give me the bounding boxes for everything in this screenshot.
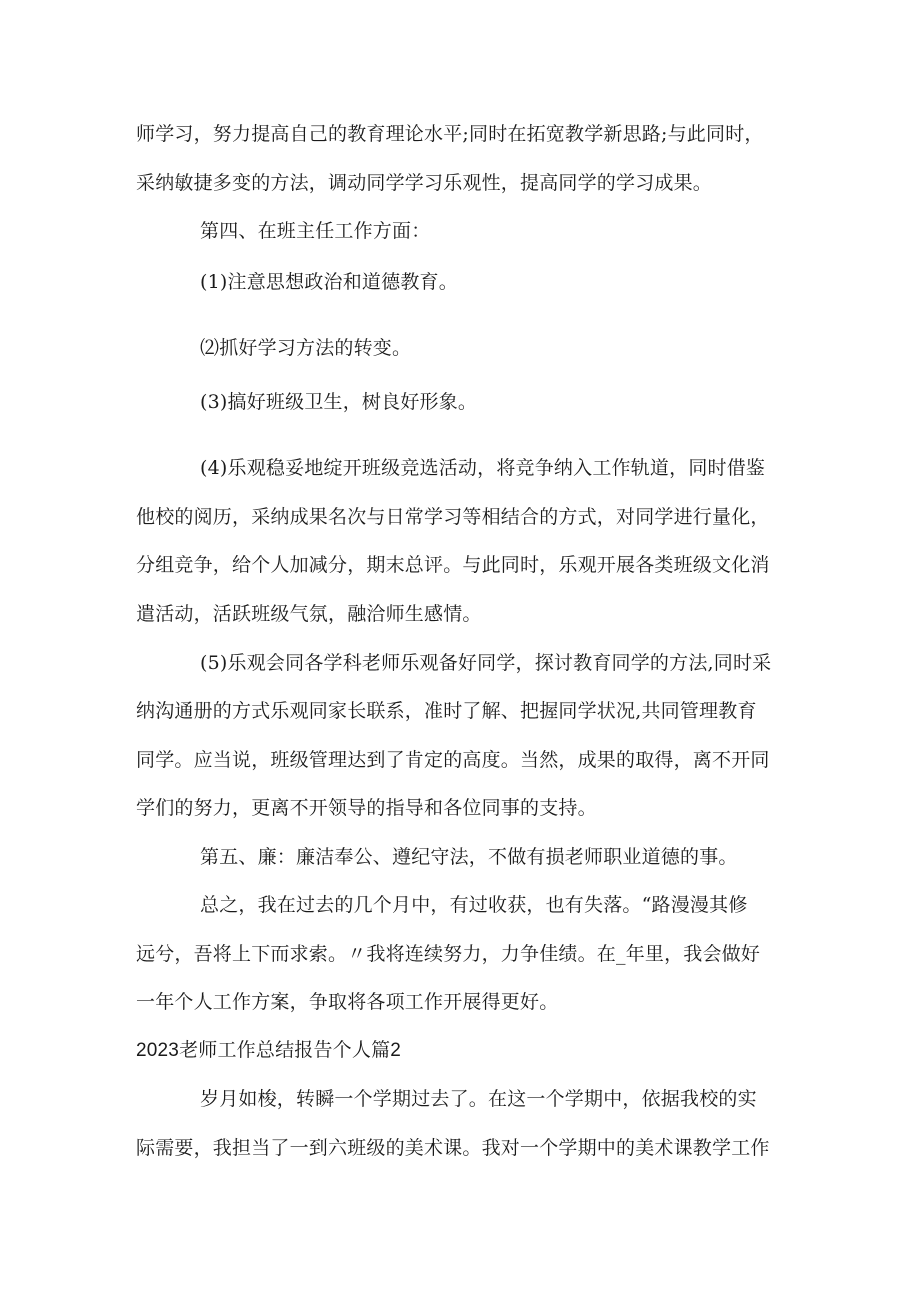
list-item-4: (4)乐观稳妥地绽开班级竞选活动，将竞争纳入工作轨道，同时借鉴 <box>200 457 766 479</box>
list-item-5: (5)乐观会同各学科老师乐观备好同学，探讨教育同学的方法,同时采 <box>200 652 772 674</box>
section-heading-5: 第五、廉：廉洁奉公、遵纪守法，不做有损老师职业道德的事。 <box>200 846 738 868</box>
paragraph-line: 采纳敏捷多变的方法，调动同学学习乐观性，提高同学的学习成果。 <box>136 172 713 194</box>
paragraph-line: 遣活动，活跃班级气氛，融洽师生感情。 <box>136 603 482 625</box>
paragraph-line: 际需要，我担当了一到六班级的美术课。我对一个学期中的美术课教学工作 <box>136 1137 770 1159</box>
paragraph-line: 远兮，吾将上下而求索。〃我将连续努力，力争佳绩。在_年里，我会做好 <box>136 943 761 965</box>
paragraph-line: 分组竞争，给个人加减分，期末总评。与此同时，乐观开展各类班级文化消 <box>136 554 770 576</box>
list-item-3: (3)搞好班级卫生，树良好形象。 <box>200 391 478 413</box>
list-item-2: ⑵抓好学习方法的转变。 <box>200 337 412 359</box>
article-heading: 2023老师工作总结报告个人篇2 <box>136 1040 402 1061</box>
paragraph-line: 同学。应当说，班级管理达到了肯定的高度。当然，成果的取得，离不开同 <box>136 749 770 771</box>
list-item-1: (1)注意思想政治和道德教育。 <box>200 271 458 293</box>
paragraph-line: 师学习，努力提高自己的教育理论水平;同时在拓宽教学新思路;与此同时， <box>136 123 764 145</box>
section-heading-4: 第四、在班主任工作方面： <box>200 220 431 242</box>
paragraph-line: 岁月如梭，转瞬一个学期过去了。在这一个学期中，依据我校的实 <box>200 1088 757 1110</box>
paragraph-line: 他校的阅历，采纳成果名次与日常学习等相结合的方式，对同学进行量化， <box>136 506 770 528</box>
paragraph-line: 纳沟通册的方式乐观同家长联系，准时了解、把握同学状况,共同管理教育 <box>136 700 757 722</box>
paragraph-line: 总之，我在过去的几个月中，有过收获，也有失落。“路漫漫其修 <box>200 894 748 916</box>
paragraph-line: 学们的努力，更离不开领导的指导和各位同事的支持。 <box>136 797 597 819</box>
paragraph-line: 一年个人工作方案，争取将各项工作开展得更好。 <box>136 991 559 1013</box>
